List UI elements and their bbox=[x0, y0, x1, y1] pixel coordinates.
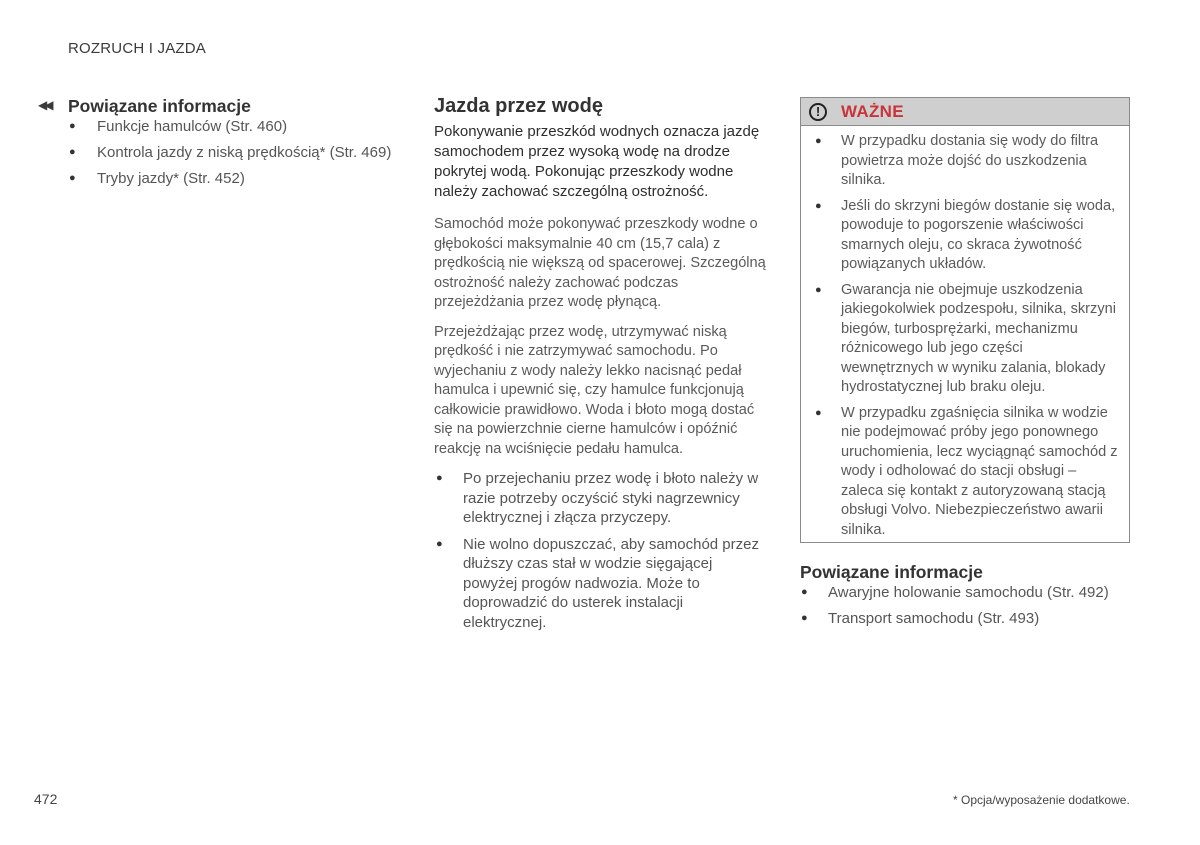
warning-body bbox=[801, 126, 1129, 540]
bullet-icon: ● bbox=[815, 135, 822, 147]
warning-list bbox=[811, 132, 1119, 540]
related-links-list bbox=[38, 117, 398, 189]
right-related-info bbox=[800, 561, 1140, 635]
related-link[interactable]: ● Awaryjne holowanie samochodu (Str. 492) bbox=[801, 584, 1109, 601]
page-number: 472 bbox=[34, 791, 58, 807]
left-related-info bbox=[38, 95, 398, 195]
double-chevron-left-icon[interactable]: ◀◀ bbox=[38, 98, 51, 112]
article-bullets bbox=[434, 469, 770, 632]
related-links-list bbox=[800, 583, 1140, 629]
bullet-icon: ● bbox=[801, 612, 808, 624]
section-title: ROZRUCH I JAZDA bbox=[68, 40, 206, 57]
article-lead: Pokonywanie przeszkód wodnych oznacza jazdę samochodem przez wysoką wodę na drodze pokrytej wodą. Pokonując przeszkody wodne należy zachować szczególną ostrożność. bbox=[434, 123, 760, 200]
warning-header bbox=[801, 98, 1129, 126]
bullet-icon: ● bbox=[801, 586, 808, 598]
related-link[interactable]: ● Kontrola jazdy z niską prędkością* (Str. 469) bbox=[69, 144, 392, 161]
exclamation-circle-icon: ! bbox=[809, 103, 827, 121]
related-link[interactable]: ● Funkcje hamulców (Str. 460) bbox=[69, 118, 288, 135]
article-title: Jazda przez wodę bbox=[434, 95, 603, 117]
bullet-icon: ● bbox=[815, 283, 822, 296]
list-item: ● Po przejechaniu przez wodę i błoto należy w razie potrzeby oczyścić styki nagrzewnicy elektrycznej i złącza przyczepy. bbox=[436, 470, 759, 526]
related-link[interactable]: ● Transport samochodu (Str. 493) bbox=[801, 610, 1040, 627]
list-item: ● W przypadku dostania się wody do filtra powietrza może dojść do uszkodzenia silnika. bbox=[815, 133, 1099, 188]
related-info-heading: Powiązane informacje bbox=[800, 562, 983, 582]
list-item: ● W przypadku zgaśnięcia silnika w wodzie nie podejmować próby jego ponownego uruchomienia, lecz wyciągnąć samochód z wody i odholować do stacji obsługi – zaleca się kontakt z autoryzowaną stacją obsługi Volvo. Niebezpieczeństwo awarii silnika. bbox=[815, 404, 1118, 538]
article bbox=[434, 94, 770, 639]
list-item: ● Jeśli do skrzyni biegów dostanie się woda, powoduje to pogorszenie właściwości smarnych oleju, co skraca żywotność powiązanych układów. bbox=[815, 197, 1116, 272]
bullet-icon: ● bbox=[815, 406, 822, 419]
footnote: * Opcja/wyposażenie dodatkowe. bbox=[953, 793, 1130, 807]
warning-label: WAŻNE bbox=[841, 101, 904, 121]
bullet-icon: ● bbox=[815, 199, 822, 212]
article-paragraph: Samochód może pokonywać przeszkody wodne o głębokości maksymalnie 40 cm (15,7 cala) z prędkością nie większą od spacerowej. Szczególną ostrożność należy zachować podczas przejeżdżania przez wodę płynącą. bbox=[434, 216, 766, 310]
bullet-icon: ● bbox=[69, 120, 76, 132]
list-item: ● Gwarancja nie obejmuje uszkodzenia jakiegokolwiek podzespołu, silnika, skrzyni biegów, turbosprężarki, mechanizmu różnicowego lub jego części wewnętrznych w wyniku zalania, blokady hydrostatycznej lub braku oleju. bbox=[815, 281, 1116, 395]
related-link[interactable]: ● Tryby jazdy* (Str. 452) bbox=[69, 170, 245, 187]
bullet-icon: ● bbox=[436, 472, 443, 484]
bullet-icon: ● bbox=[69, 172, 76, 184]
bullet-icon: ● bbox=[69, 146, 76, 158]
warning-box bbox=[800, 97, 1130, 543]
list-item: ● Nie wolno dopuszczać, aby samochód przez dłuższy czas stał w wodzie sięgającej powyżej progów nadwozia. Może to doprowadzić do usterek instalacji elektrycznej. bbox=[436, 535, 759, 631]
article-paragraph: Przejeżdżając przez wodę, utrzymywać niską prędkość i nie zatrzymywać samochodu. Po wyjechaniu z wody należy lekko nacisnąć pedał hamulca i upewnić się, czy hamulce funkcjonują całkowicie prawidłowo. Woda i błoto mogą dostać się na powierzchnie cierne hamulców i opóźnić reakcję na wciśnięcie pedału hamulca. bbox=[434, 323, 755, 457]
related-info-heading: Powiązane informacje bbox=[68, 96, 251, 116]
bullet-icon: ● bbox=[436, 537, 443, 550]
